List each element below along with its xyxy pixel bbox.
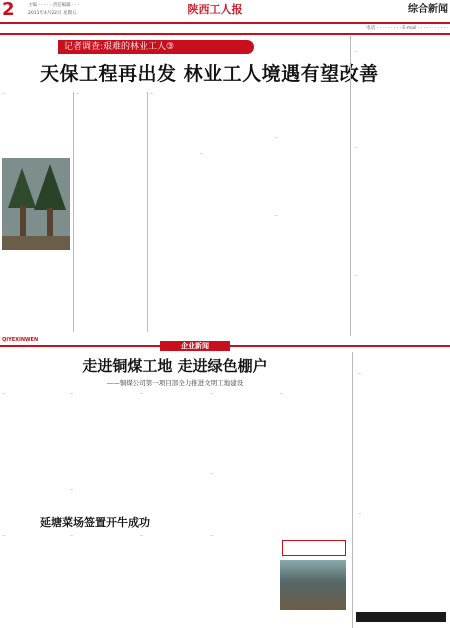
enterprise-body-col5: ··· [280,392,284,396]
feature-body-col2: ··· [76,92,80,96]
right-item-title [354,262,448,272]
column-divider [147,92,148,332]
second-body-col1: ··· [2,534,6,538]
right-item-body: ··· [354,146,358,150]
series-label: 记者调查:艰难的林业工人③ [58,40,254,54]
feature-subhead [275,120,347,134]
contact-line: 电话 · · · · · · · · · E-mail · · · · · · · · · · · [366,26,448,31]
right-item-body: ··· [354,50,358,54]
feature-body-col4: ··· [200,152,204,156]
box2-body: ··· [358,512,362,516]
enterprise-photo [280,560,346,610]
enterprise-body-col2: ··· [70,392,74,396]
column-divider [352,352,353,628]
enterprise-headline: 走进铜煤工地 走进绿色棚户 [82,357,268,375]
second-headline: 延塘菜场签置开牛成功 [40,516,150,529]
photo-caption [2,270,70,310]
section-title: 综合新闻 [408,4,448,15]
enterprise-boxed-note [282,540,346,556]
enterprise-subhead [70,472,136,486]
feature-subhead [275,198,347,212]
masthead: 陕西工人报 [187,3,243,16]
feature-subhead [200,136,270,150]
edition-info: 主编 · · · · · 责任编辑 · · · [28,3,80,8]
enterprise-body-col1: ··· [2,392,6,396]
enterprise-body-col4: ··· [210,392,214,396]
page-number: 2 [2,0,15,20]
box-body: ··· [358,372,362,376]
enterprise-subhead [210,456,276,470]
box2-title [358,500,448,510]
feature-headline: 天保工程再出发 林业工人境遇有望改善 [40,63,379,85]
feature-body-col1: ··· [2,92,6,96]
enterprise-band-pinyin: QIYEXINWEN [2,337,39,343]
second-body-col2: ··· [70,534,74,538]
column-divider [73,92,74,332]
enterprise-body-col2b: ··· [70,488,74,492]
feature-photo [2,158,70,250]
tree-illustration [2,158,70,250]
enterprise-band-label: 企业新闻 [160,341,230,351]
photo-caption-title [4,254,70,268]
right-item-body: ··· [354,274,358,278]
date: 2011年4月22日 星期五 [28,11,77,16]
divider [0,33,450,35]
right-item-title [354,134,448,144]
enterprise-body-col3: ··· [140,392,144,396]
right-item-title [354,38,448,48]
feature-body-col5b: ··· [275,214,279,218]
footer-tag [356,612,446,622]
second-body-col4: ··· [210,534,214,538]
enterprise-subheadline: ——铜煤公司第一项目部全力推进文明工地建设 [106,379,244,387]
second-body-col3: ··· [140,534,144,538]
feature-body-col5a: ··· [275,136,279,140]
feature-body-col3: ··· [150,92,154,96]
enterprise-body-col4b: ··· [210,472,214,476]
box-title [360,360,448,370]
